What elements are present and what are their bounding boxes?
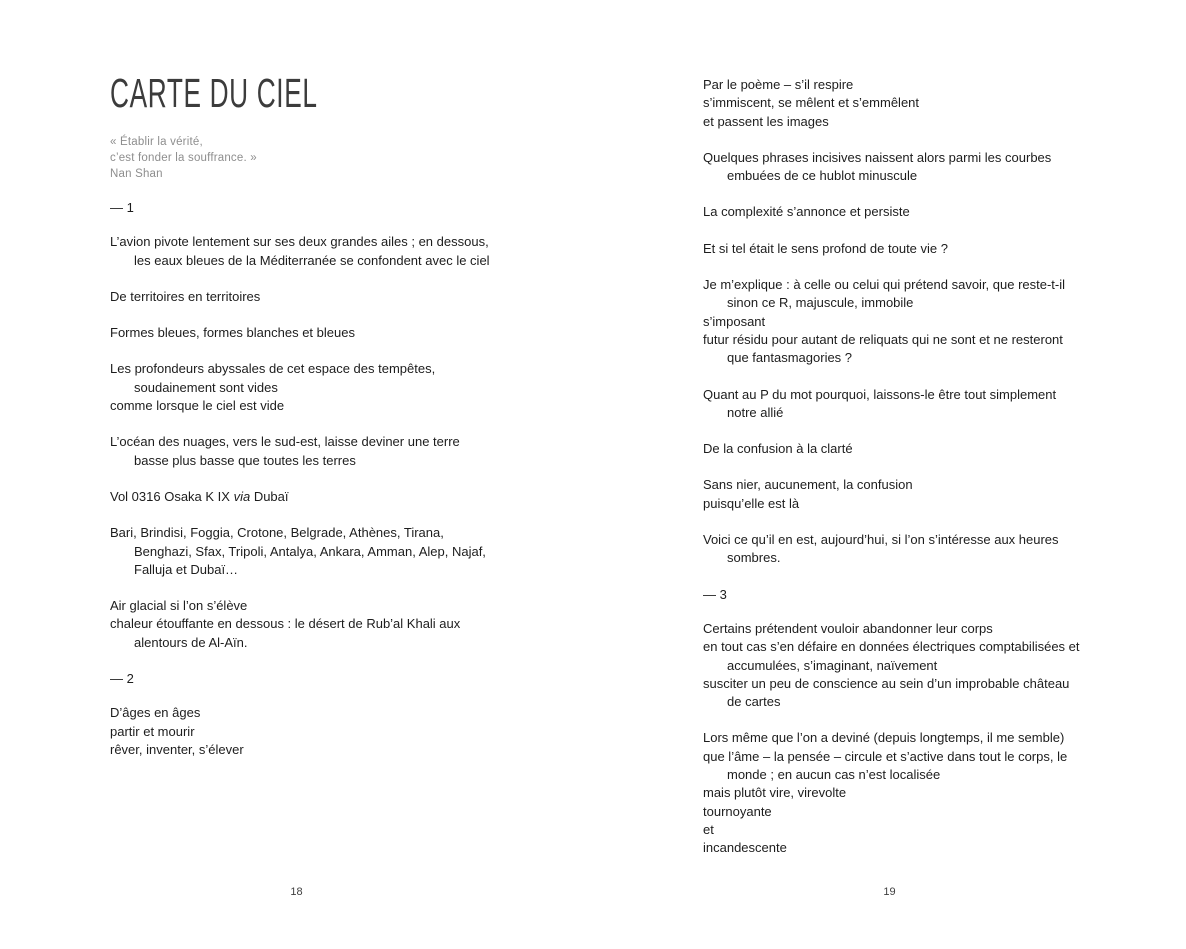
poem-line: Je m’explique : à celle ou celui qui prétend savoir, que reste-t-il [703,277,1066,293]
stanza [703,386,1156,423]
epigraph-line: « Établir la vérité, [110,136,203,148]
poem-line: les eaux bleues de la Méditerranée se confondent avec le ciel [134,252,490,268]
stanza [110,324,563,342]
poem-body-left [110,199,563,759]
epigraph-line: c’est fonder la souffrance. » [110,152,257,164]
stanza [703,531,1156,568]
poem-line: sombres. [727,550,781,566]
poem-line: embuées de ce hublot minuscule [727,168,918,184]
epigraph-line: Nan Shan [110,168,163,180]
stanza [110,597,563,652]
poem-line: Certains prétendent vouloir abandonner leur corps [703,620,993,636]
poem-line: Voici ce qu’il en est, aujourd’hui, si l’on s’intéresse aux heures [703,532,1059,548]
poem-line: et [703,821,714,837]
stanza [110,524,563,579]
italic-text: via [233,488,251,504]
page-number-left: 18 [290,886,303,898]
stanza [703,203,1156,221]
poem-line: susciter un peu de conscience au sein d’un improbable château [703,675,1070,691]
poem-line: s’immiscent, se mêlent et s’emmêlent [703,95,920,111]
poem-line: en tout cas s’en défaire en données électriques comptabilisées et [703,639,1080,655]
stanza [703,440,1156,458]
section-marker: — 3 [703,586,727,602]
poem-line: D’âges en âges [110,705,201,721]
poem-line: alentours de Al-Aïn. [134,634,248,650]
poem-line: incandescente [703,840,787,856]
plain-text: Dubaï [250,488,289,504]
poem-line: Par le poème – s’il respire [703,77,854,92]
poem-line: L’océan des nuages, vers le sud-est, laisse deviner une terre [110,434,460,450]
poem-line [110,488,563,506]
poem-line: de cartes [727,694,781,710]
poem-body-right [703,76,1156,858]
section-marker: — 1 [110,200,134,215]
stanza [703,620,1156,711]
poem-line: De la confusion à la clarté [703,441,853,457]
stanza [110,433,563,470]
poem-line: que l’âme – la pensée – circule et s’active dans tout le corps, le [703,748,1068,764]
plain-text: Vol 0316 Osaka K IX [110,488,234,504]
poem-line: Et si tel était le sens profond de toute vie ? [703,240,948,256]
poem-line: tournoyante [703,803,772,819]
poem-line: notre allié [727,404,784,420]
stanza [703,276,1156,367]
poem-line: et passent les images [703,113,829,129]
stanza [110,360,563,415]
poem-line: s’imposant [703,313,766,329]
poem-line: Sans nier, aucunement, la confusion [703,477,913,493]
stanza [703,729,1156,857]
stanza [110,488,563,506]
poem-line: L’avion pivote lentement sur ses deux grandes ailes ; en dessous, [110,234,489,250]
poem-line: Lors même que l’on a deviné (depuis longtemps, il me semble) [703,730,1065,746]
poem-line: partir et mourir [110,723,195,739]
poem-line: soudainement sont vides [134,379,278,395]
stanza [110,233,563,270]
poem-line: Air glacial si l’on s’élève [110,598,248,614]
poem-line: monde ; en aucun cas n’est localisée [727,767,941,783]
poem-line: que fantasmagories ? [727,350,853,366]
section-marker: — 2 [110,671,134,687]
poem-line: chaleur étouffante en dessous : le désert de Rub’al Khali aux [110,616,461,632]
poem-line: rêver, inventer, s’élever [110,741,244,757]
epigraph [110,134,563,182]
poem-line: sinon ce R, majuscule, immobile [727,295,914,311]
poem-title: CARTE DU CIEL [110,70,318,116]
page-right [593,0,1186,949]
poem-line: Bari, Brindisi, Foggia, Crotone, Belgrade, Athènes, Tirana, [110,525,444,541]
poem-line: Quant au P du mot pourquoi, laissons-le être tout simplement [703,386,1057,402]
poem-line: Les profondeurs abyssales de cet espace des tempêtes, [110,361,436,377]
poem-line: puisqu’elle est là [703,495,800,511]
stanza [703,149,1156,186]
stanza [110,704,563,759]
stanza [703,76,1156,131]
poem-line: futur résidu pour autant de reliquats qui ne sont et ne resteront [703,331,1063,347]
stanza [110,288,563,306]
poem-line: De territoires en territoires [110,288,261,304]
stanza [703,240,1156,258]
poem-line: mais plutôt vire, virevolte [703,785,847,801]
poem-line: Falluja et Dubaï… [134,561,239,577]
page-number-right: 19 [883,886,896,898]
poem-line: Formes bleues, formes blanches et bleues [110,325,355,341]
poem-line: Quelques phrases incisives naissent alors parmi les courbes [703,149,1052,165]
stanza [703,476,1156,513]
poem-line: La complexité s’annonce et persiste [703,204,910,220]
poem-line: basse plus basse que toutes les terres [134,452,356,468]
poem-line: comme lorsque le ciel est vide [110,398,285,414]
poem-line: Benghazi, Sfax, Tripoli, Antalya, Ankara, Amman, Alep, Najaf, [134,543,486,559]
poem-line: accumulées, s’imaginant, naïvement [727,657,938,673]
